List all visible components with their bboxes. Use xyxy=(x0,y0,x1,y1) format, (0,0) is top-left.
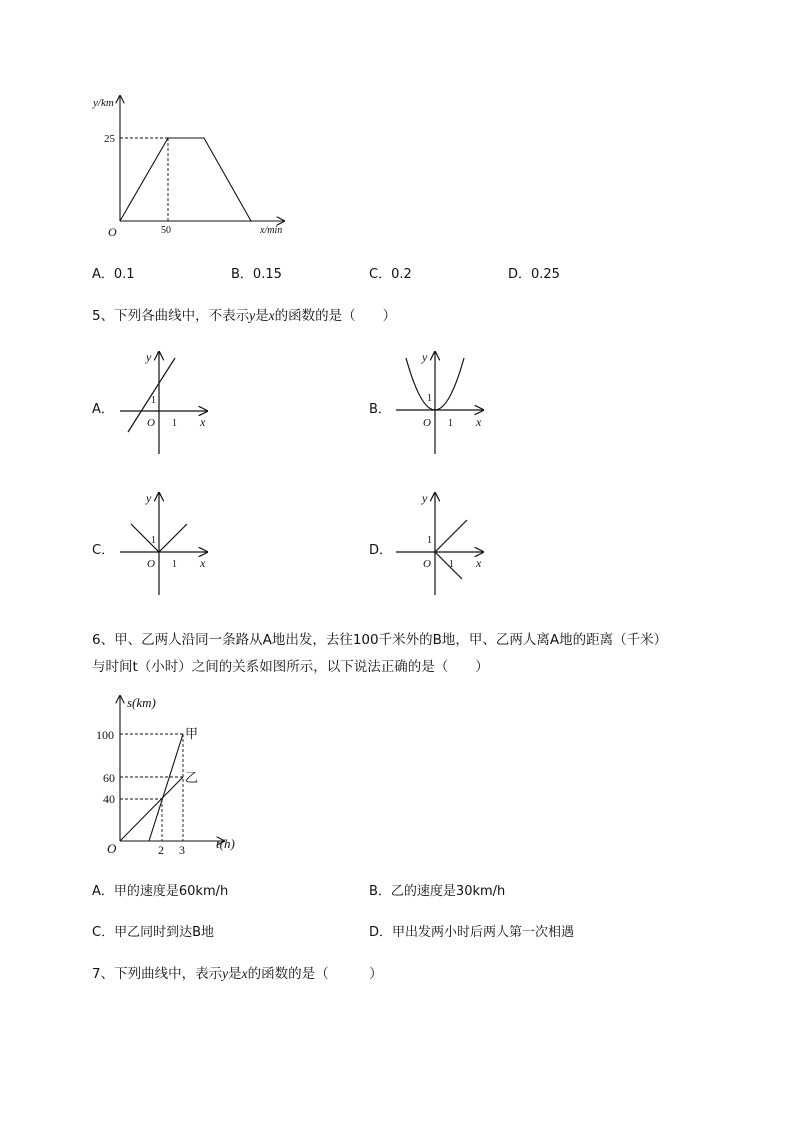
q5-graph-c xyxy=(112,487,222,601)
q5-var-x: x xyxy=(268,308,275,323)
q5-graph-a xyxy=(112,346,222,460)
q7-text-before: 下列曲线中，表示 xyxy=(114,966,223,982)
one-x: 1 xyxy=(172,559,177,570)
series-yi-label: 乙 xyxy=(185,771,199,786)
q6-distance-time-graph xyxy=(88,690,248,860)
y-label: y xyxy=(146,350,152,364)
q5-option-b-label[interactable]: B． xyxy=(369,402,391,417)
y-axis-label: s(km) xyxy=(127,695,156,710)
q6-option-d[interactable]: D．甲出发两小时后两人第一次相遇 xyxy=(369,925,575,940)
q6-option-a[interactable]: A．甲的速度是60km/h xyxy=(92,884,229,899)
origin: O xyxy=(423,558,431,570)
origin-label: O xyxy=(108,225,117,239)
q5-option-d-label[interactable]: D． xyxy=(369,543,393,558)
y-axis-label: y/km xyxy=(93,97,114,109)
y-label: y xyxy=(422,350,428,364)
y-tick-60: 60 xyxy=(103,771,115,785)
x-label: x xyxy=(476,556,482,570)
y-tick-40: 40 xyxy=(103,792,115,806)
q6-question-line1: 6、甲、乙两人沿同一条路从A地出发，去往100千米外的B地，甲、乙两人离A地的距离（千米） xyxy=(92,632,668,648)
trip-path xyxy=(120,138,251,221)
one-x: 1 xyxy=(448,418,453,429)
q7-text-after: 的函数的是（ ） xyxy=(247,966,383,982)
q4-option-b[interactable]: B．0.15 xyxy=(231,267,282,282)
x-tick-50: 50 xyxy=(161,225,171,236)
q5-var-y: y xyxy=(249,308,256,323)
origin-label: O xyxy=(107,841,117,856)
q4-option-a[interactable]: A．0.1 xyxy=(92,267,135,282)
q5-graph-b xyxy=(388,346,498,460)
y-tick-25: 25 xyxy=(104,133,115,145)
one-x: 1 xyxy=(449,559,454,570)
x-label: x xyxy=(476,415,482,429)
q7-number: 7、 xyxy=(92,966,115,982)
q5-graph-d xyxy=(388,487,498,601)
q5-text-mid: 是 xyxy=(255,308,269,324)
rising-ray xyxy=(435,520,467,552)
one-x: 1 xyxy=(172,418,177,429)
q7-text-mid: 是 xyxy=(228,966,242,982)
origin: O xyxy=(147,417,155,429)
origin: O xyxy=(147,558,155,570)
y-tick-100: 100 xyxy=(96,728,114,742)
q7-var-x: x xyxy=(241,966,248,981)
q5-option-c-label[interactable]: C． xyxy=(92,543,115,558)
x-tick-2: 2 xyxy=(158,843,164,857)
q4-distance-time-graph xyxy=(88,90,298,245)
q6-option-c[interactable]: C．甲乙同时到达B地 xyxy=(92,925,214,940)
x-label: x xyxy=(200,415,206,429)
q6-question-line2: 与时间t（小时）之间的关系如图所示，以下说法正确的是（ ） xyxy=(92,659,489,675)
one-y: 1 xyxy=(151,535,156,546)
x-axis-label: t(h) xyxy=(216,836,235,851)
origin: O xyxy=(423,417,431,429)
x-tick-3: 3 xyxy=(179,843,185,857)
q4-option-d[interactable]: D．0.25 xyxy=(508,267,560,282)
q7-question xyxy=(92,962,383,982)
y-label: y xyxy=(422,491,428,505)
series-jia-label: 甲 xyxy=(185,727,199,742)
q5-text-before: 下列各曲线中，不表示 xyxy=(114,308,250,324)
one-y: 1 xyxy=(427,393,432,404)
series-jia-line xyxy=(149,734,183,841)
q5-text-after: 的函数的是（ ） xyxy=(274,308,397,324)
q5-question xyxy=(92,304,396,324)
one-y: 1 xyxy=(151,395,156,406)
q5-number: 5、 xyxy=(92,308,115,324)
q4-option-c[interactable]: C．0.2 xyxy=(369,267,412,282)
x-label: x xyxy=(200,556,206,570)
y-label: y xyxy=(146,491,152,505)
q6-option-b[interactable]: B．乙的速度是30km/h xyxy=(369,884,506,899)
one-y: 1 xyxy=(427,535,432,546)
x-axis-label: x/min xyxy=(260,225,283,236)
q7-var-y: y xyxy=(222,966,229,981)
q5-option-a-label[interactable]: A． xyxy=(92,402,114,417)
